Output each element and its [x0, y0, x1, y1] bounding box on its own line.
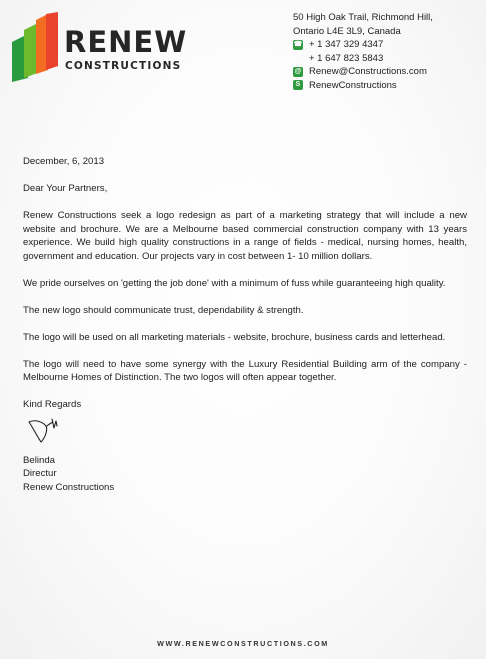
brand-subtitle: CONSTRUCTIONS: [65, 60, 182, 72]
skype-row[interactable]: [293, 79, 433, 93]
letter-date: December, 6, 2013: [23, 156, 105, 167]
skype-icon: S: [293, 80, 303, 90]
phone-1: + 1 347 329 4347: [309, 39, 384, 50]
letter-salutation: Dear Your Partners,: [23, 182, 108, 194]
skype-handle[interactable]: RenewConstructions: [309, 79, 397, 91]
letter-paragraph: We pride ourselves on 'getting the job done' with a minimum of fuss while guaranteeing high quality.: [23, 277, 446, 289]
email-row[interactable]: [293, 65, 433, 79]
logo-mark: [12, 12, 64, 84]
address-line-1: 50 High Oak Trail, Richmond Hill,: [293, 12, 433, 23]
letter-closing: Kind Regards: [23, 399, 82, 411]
footer-website[interactable]: WWW.RENEWCONSTRUCTIONS.COM: [157, 639, 329, 648]
address-line-2: Ontario L4E 3L9, Canada: [293, 25, 401, 37]
phone-row: [293, 38, 433, 52]
email-link[interactable]: Renew@Constructions.com: [309, 66, 427, 77]
phone-icon: ☎: [293, 40, 303, 48]
signature: [27, 416, 467, 446]
brand-name: RENEW: [64, 25, 188, 59]
letter-paragraph: The logo will need to have some synergy with the Luxury Residential Building arm of the company - Melbourne Homes of Distinction. The two logos will often appear together.: [23, 358, 467, 384]
letter-paragraph: Renew Constructions seek a logo redesign as part of a marketing strategy that will include a new website and brochure. We are a Melbourne based commercial construction company with 13 years experience. We build high quality constructions in a range of fields - medical, nursing homes, health, government and education. Our projects vary in cost between 1- 10 million dollars.: [23, 209, 467, 262]
letter-paragraph: The logo will be used on all marketing materials - website, brochure, business cards and letterhead.: [23, 331, 446, 343]
signer-title: Directur: [23, 468, 57, 480]
at-icon: @: [294, 67, 302, 75]
company-logo: [12, 12, 187, 84]
letter-paragraph: The new logo should communicate trust, dependability & strength.: [23, 304, 304, 316]
contact-block: [293, 11, 433, 92]
letter-body: [23, 155, 467, 495]
signer-name: Belinda: [23, 454, 56, 466]
signer-company: Renew Constructions: [23, 482, 115, 494]
phone-2: + 1 647 823 5843: [309, 52, 384, 64]
